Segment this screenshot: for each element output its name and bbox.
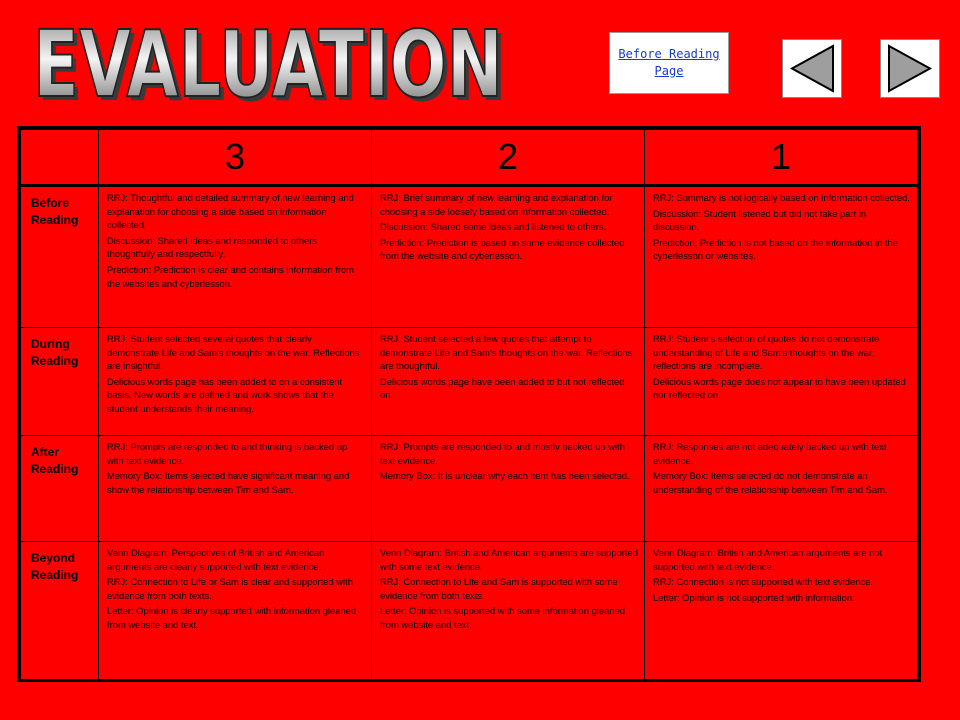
criterion-text: Delicious words page does not appear to have been updated nor reflected on. [653,375,906,401]
criterion-text: Delicious words page have been added to but not reflected on. [380,375,625,401]
criterion-text: RRJ: Prompts are responded to and thinking is backed up with text evidence. [107,441,348,466]
rubric-cell [99,436,372,542]
previous-slide-button[interactable] [782,39,842,98]
rubric-cell [372,436,645,542]
corner-cell [21,130,99,186]
rubric-cell [372,542,645,682]
rubric-table [17,126,921,682]
criterion-text: RRJ: Responses are not adequately backed up with text evidence. [653,441,887,466]
next-slide-button[interactable] [880,39,940,98]
row-header: Before Reading [21,186,99,328]
rubric-row [21,328,918,436]
rubric-cell [645,542,918,682]
criterion-text: Discussion: Shared some ideas and listened to others. [380,221,607,233]
row-header: During Reading [21,328,99,436]
criterion-text: Prediction: Prediction is clear and contains information from the websites and cyberlesson. [107,263,354,289]
criterion-text: RRJ: Thoughtful and detailed summary of new learning and explanation for choosing a side based on information collected. [107,192,354,231]
score-header-1: 1 [645,130,918,186]
rubric-cell [372,186,645,328]
rubric-cell [99,328,372,436]
criterion-text: Memory Box: It is unclear why each item has been selected. [380,470,630,482]
rubric-cell [99,186,372,328]
rubric-row [21,436,918,542]
criterion-text: Venn Diagram: British and American arguments are not supported with text evidence. [653,547,883,572]
rubric-cell [645,186,918,328]
row-header: After Reading [21,436,99,542]
before-reading-link-box [609,32,729,94]
criterion-text: Memory Box: Items selected do not demonstrate an understanding of the relationship between Tim and Sam. [653,470,888,495]
rubric-cell [99,542,372,682]
row-header: Beyond Reading [21,542,99,682]
rubric-cell [645,436,918,542]
rubric-row [21,542,918,682]
rubric-cell [645,328,918,436]
title-shadow: EVALUATION [37,15,507,116]
criterion-text: RRJ: Brief summary of new learning and explanation for choosing a side loosely based on information collected. [380,192,613,217]
criterion-text: RRJ: Connection to Life and Sam is supported with some evidence from both texts. [380,576,618,601]
criterion-text: RRJ: Student's selection of quotes do not demonstrate understanding of Life and Sam's thoughts on the war; reflections are incomplete. [653,333,880,372]
triangle-left-icon [783,40,841,97]
criterion-text: Discussion: Shared ideas and responded to others thoughtfully and respectfully. [107,234,318,260]
criterion-text: Delicious words page has been added to on a consistent basis. New words are defined and work shows that the student understands their meaning. [107,375,343,414]
title-text: EVALUATION [33,11,503,116]
triangle-right-icon [881,40,939,97]
criterion-text: RRJ: Summary is not logically based on information collected. [653,192,910,203]
criterion-text: Memory Box: Items selected have significant meaning and show the relationship between Tim and Sam. [107,470,350,495]
criterion-text: Letter: Opinion is supported with some information gleaned from website and text. [380,605,625,630]
rubric-row [21,186,918,328]
criterion-text: RRJ: Student selected several quotes that clearly demonstrate Life and Sam's thoughts on the war. Reflections are insightful. [107,333,360,372]
before-reading-link[interactable]: Before Reading Page [618,47,720,78]
criterion-text: Venn Diagram: Perspectives of British and American arguments are clearly supported with text evidence. [107,547,325,572]
criterion-text: Discussion: Student listened but did not take part in discussion. [653,207,867,233]
rubric-cell [372,328,645,436]
criterion-text: RRJ: Connection is not supported with text evidence. [653,576,873,588]
score-header-row [21,130,918,186]
criterion-text: Letter: Opinion is clearly supported with information gleaned from website and text. [107,605,357,630]
criterion-text: RRJ: Student selected a few quotes that attempt to demonstrate Life and Sam's thoughts on the war. Reflections are thoughtful. [380,333,633,372]
criterion-text: Letter: Opinion is not supported with information. [653,591,855,603]
page-title [20,6,520,116]
criterion-text: Prediction: Prediction is not based on the information in the cyberlesson or websites. [653,236,898,262]
criterion-text: RRJ: Prompts are responded to and mostly backed up with text evidence. [380,441,625,466]
score-header-2: 2 [372,130,645,186]
criterion-text: Prediction: Prediction is based on some evidence collected from the website and cyberlesson. [380,236,625,262]
criterion-text: RRJ: Connection to Life or Sam is clear and supported with evidence from both texts. [107,576,353,601]
score-header-3: 3 [99,130,372,186]
criterion-text: Venn Diagram: British and American arguments are supported with some text evidence. [380,547,638,572]
